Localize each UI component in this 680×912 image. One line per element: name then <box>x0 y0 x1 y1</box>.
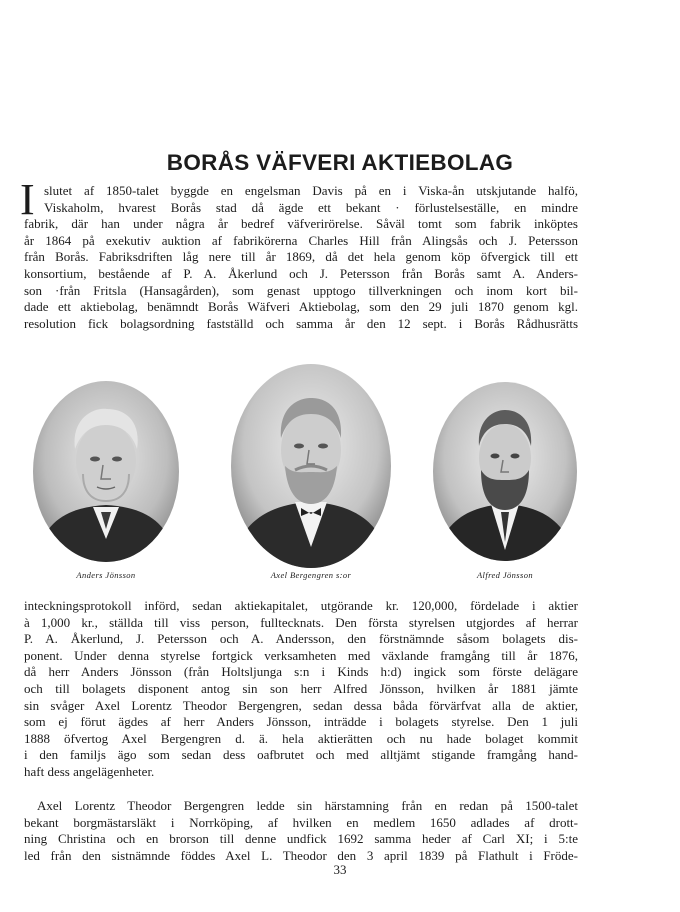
caption-anders-jonsson: Anders Jönsson <box>76 570 136 580</box>
text-line: som ej förut ägdes af herr Anders Jönsson, inträdde i bolagets styrelse. Den 1 juli <box>24 714 578 730</box>
portrait-alfred-jonsson <box>431 380 579 563</box>
text-line: i den familjs ägo som sedan dess oafbrutet och med alltjämt stigande framgång hand- <box>24 747 578 763</box>
text-line: resolution fick bolagsordning fastställd och samma år den 12 sept. i Borås Rådhusrätts <box>24 315 578 331</box>
caption-alfred-jonsson: Alfred Jönsson <box>476 570 534 580</box>
text-line: inteckningsprotokoll införd, sedan aktiekapitalet, utgörande kr. 120,000, fördelade i aktier <box>24 598 578 613</box>
text-line: Viskaholm, hvarest Borås stad då ägde ett bekant · förlustelseställe, en mindre <box>44 199 578 215</box>
text-line: sin svåger Axel Lorentz Theodor Bergengren, sedan dessa båda förvärfvat alla de aktier, <box>24 697 578 713</box>
text-line: dade ett aktiebolag, benämndt Borås Wäfveri Aktiebolag, som den 29 juli 1870 genom kgl. <box>24 299 578 315</box>
text-line: år 1864 på exekutiv auktion af fabrikörerna Charles Hill från Alingsås och J. Petersson <box>24 232 578 248</box>
drop-cap: I <box>20 175 35 224</box>
text-line: 1888 öfvertog Axel Bergengren d. ä. hela aktierätten och nu hade bolaget kommit <box>24 730 578 746</box>
text-line: ponent. Under denna styrelse fortgick verksamheten med växlande framgång till år 1876, <box>24 647 578 663</box>
paragraph-1 <box>24 183 578 332</box>
page-title: BORÅS VÄFVERI AKTIEBOLAG <box>166 150 514 175</box>
text-line: konsortium, bestående af P. A. Åkerlund och J. Petersson från Borås samt A. Anders- <box>24 265 578 281</box>
text-line: bekant borgmästarsläkt i Norrköping, af hvilken en medlem 1650 adlades af drott- <box>24 814 578 830</box>
text-line: från Borås. Fabriksdriften låg nere till år 1869, då det hela genom köp öfvergick till ett <box>24 249 578 265</box>
text-line: slutet af 1850-talet byggde en engelsman Davis på en i Viska-ån utskjutande halfö, <box>44 183 578 198</box>
text-line: fabrik, där han under några år bedref väfverirörelse. Såväl tomt som fabrik inköptes <box>24 216 578 232</box>
text-line: à 1,000 kr., ställda till viss person, fulltecknats. Den första styrelsen utgjordes af herrar <box>24 614 578 630</box>
paragraph-3 <box>24 798 578 864</box>
paragraph-2 <box>24 598 578 781</box>
text-line: haft dess angelägenheter. <box>24 763 155 779</box>
page-number: 33 <box>333 862 347 877</box>
text-line: då herr Anders Jönsson (från Holtsljunga s:n i Kinds h:d) ingick som förste delägare <box>24 664 578 680</box>
text-line: son ·från Fritsla (Hansagården), som genast upptogo tillverkningen och inom kort bil- <box>24 282 578 298</box>
text-line: P. A. Åkerlund, J. Petersson och A. Andersson, den förstnämnde såsom bolagets dis- <box>24 631 578 647</box>
text-line: och till bolagets disponent antog sin son herr Alfred Jönsson, hvilken år 1881 jämte <box>24 680 578 696</box>
text-line: ning Christina och en brorson till denne undfick 1692 samma heder af Carl XI; i 5:te <box>24 831 578 847</box>
portrait-axel-bergengren <box>229 362 393 570</box>
text-line: led från den sistnämnde föddes Axel L. Theodor den 3 april 1839 på Flathult i Fröde- <box>24 847 578 863</box>
caption-axel-bergengren: Axel Bergengren s:or <box>270 570 352 580</box>
portrait-anders-jonsson <box>31 379 181 564</box>
text-line: Axel Lorentz Theodor Bergengren ledde sin härstamning från en redan på 1500-talet <box>37 798 578 813</box>
